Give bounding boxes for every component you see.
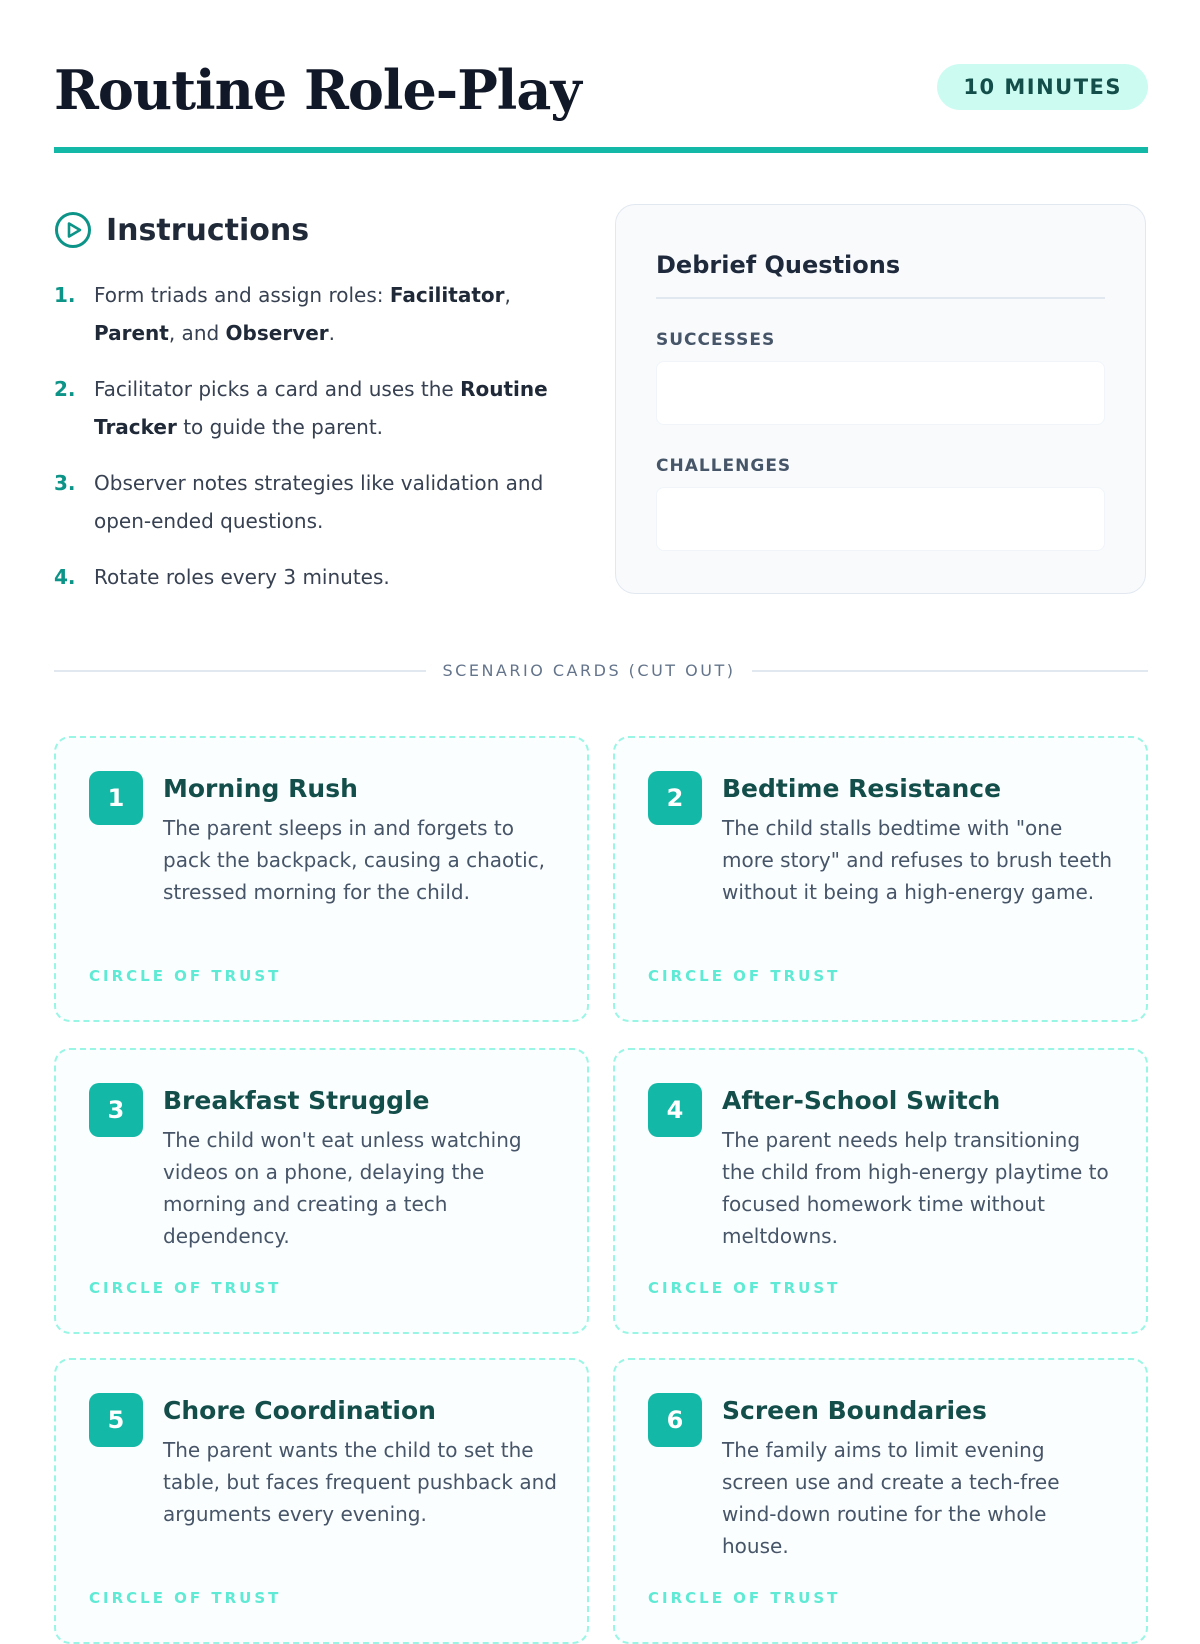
challenges-field[interactable] [656, 487, 1105, 551]
step-emphasis: Observer [225, 321, 329, 345]
debrief-panel [615, 204, 1146, 594]
page-header [54, 52, 1148, 152]
header-divider [54, 147, 1148, 153]
step-text [94, 558, 390, 596]
debrief-title: Debrief Questions [656, 251, 901, 279]
step-number: 3. [54, 471, 76, 495]
step-text [94, 370, 584, 446]
card-description: The family aims to limit evening screen use and create a tech-free wind-down routine for the whole house. [722, 1438, 1060, 1558]
step-emphasis: Facilitator [389, 283, 505, 307]
instructions-section [54, 208, 584, 614]
scenario-card [54, 1048, 589, 1334]
worksheet-page [54, 0, 1148, 1607]
card-title: After-School Switch [722, 1086, 1001, 1115]
instruction-steps [54, 276, 584, 596]
step-text-run: to guide the parent. [176, 415, 384, 439]
duration-badge: 10 MINUTES [937, 64, 1148, 110]
scenario-card [613, 736, 1148, 1022]
page-title: Routine Role-Play [54, 58, 581, 122]
challenges-label: CHALLENGES [656, 455, 792, 476]
card-description: The child won't eat unless watching videos on a phone, delaying the morning and creating a tech dependency. [163, 1128, 522, 1248]
card-description: The parent wants the child to set the table, but faces frequent pushback and arguments every evening. [163, 1438, 557, 1526]
divider-label: SCENARIO CARDS (CUT OUT) [442, 661, 736, 680]
card-title: Breakfast Struggle [163, 1086, 430, 1115]
step-text-run: Observer notes strategies like validation and open-ended questions. [94, 471, 544, 533]
instruction-step [54, 370, 584, 446]
card-footer-label: CIRCLE OF TRUST [89, 1589, 282, 1607]
step-text [94, 276, 584, 352]
card-description: The child stalls bedtime with "one more story" and refuses to brush teeth without it being a high-energy game. [722, 816, 1113, 904]
card-description: The parent sleeps in and forgets to pack the backpack, causing a chaotic, stressed morning for the child. [163, 816, 546, 904]
instructions-header [54, 208, 584, 252]
instructions-title: Instructions [106, 212, 310, 248]
instruction-step [54, 558, 584, 596]
step-number: 1. [54, 283, 76, 307]
instruction-step [54, 276, 584, 352]
play-circle-icon [54, 211, 92, 249]
step-text [94, 464, 584, 540]
card-footer-label: CIRCLE OF TRUST [648, 1279, 841, 1297]
step-text-run: Rotate roles every 3 minutes. [94, 565, 390, 589]
scenario-card [54, 736, 589, 1022]
debrief-divider [656, 297, 1105, 299]
step-text-run: Facilitator picks a card and uses the [94, 377, 461, 401]
card-footer-label: CIRCLE OF TRUST [648, 967, 841, 985]
step-number: 2. [54, 377, 76, 401]
step-number: 4. [54, 565, 76, 589]
scenario-card [54, 1358, 589, 1644]
card-number-badge: 4 [648, 1083, 702, 1137]
divider-line-right [752, 670, 1148, 672]
instruction-step [54, 464, 584, 540]
card-title: Chore Coordination [163, 1396, 436, 1425]
card-description: The parent needs help transitioning the child from high-energy playtime to focused homework time without meltdowns. [722, 1128, 1109, 1248]
card-title: Morning Rush [163, 774, 358, 803]
step-emphasis: Parent [94, 321, 169, 345]
step-text-run: . [328, 321, 336, 345]
step-emphasis: Routine Tracker [94, 377, 548, 439]
card-title: Screen Boundaries [722, 1396, 987, 1425]
card-number-badge: 2 [648, 771, 702, 825]
step-text-run: , [504, 283, 511, 307]
successes-field[interactable] [656, 361, 1105, 425]
card-title: Bedtime Resistance [722, 774, 1002, 803]
scenario-cards-divider [54, 656, 1148, 686]
card-number-badge: 1 [89, 771, 143, 825]
successes-label: SUCCESSES [656, 329, 776, 350]
divider-line-left [54, 670, 426, 672]
card-footer-label: CIRCLE OF TRUST [648, 1589, 841, 1607]
card-number-badge: 3 [89, 1083, 143, 1137]
card-number-badge: 5 [89, 1393, 143, 1447]
card-number-badge: 6 [648, 1393, 702, 1447]
card-footer-label: CIRCLE OF TRUST [89, 967, 282, 985]
scenario-card [613, 1048, 1148, 1334]
step-text-run: , and [168, 321, 226, 345]
scenario-card [613, 1358, 1148, 1644]
step-text-run: Form triads and assign roles: [94, 283, 390, 307]
card-footer-label: CIRCLE OF TRUST [89, 1279, 282, 1297]
